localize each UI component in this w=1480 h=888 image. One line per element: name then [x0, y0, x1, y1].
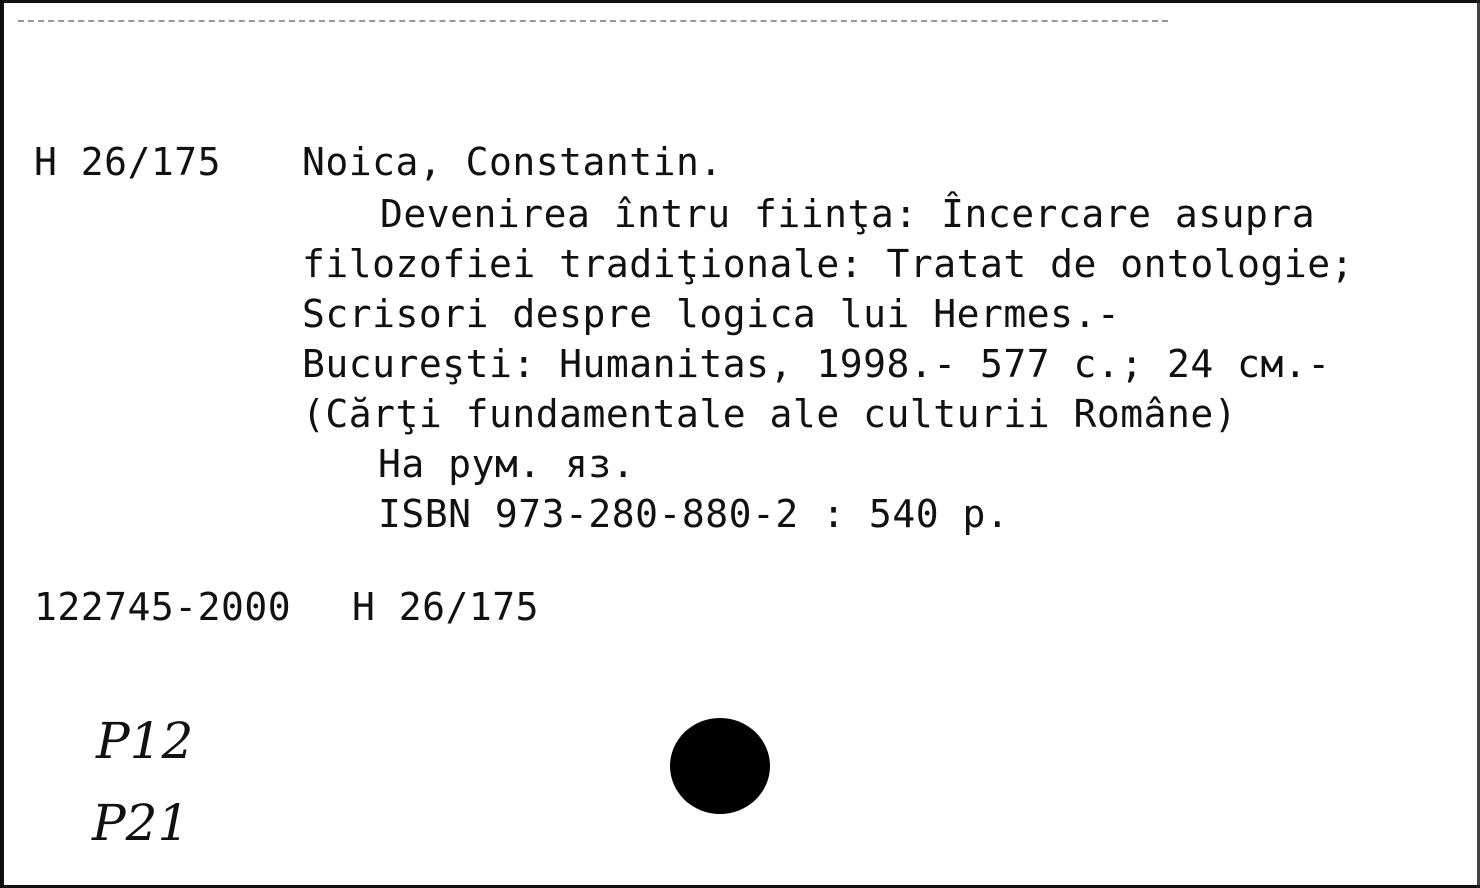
isbn-line: ISBN 973-280-880-2 : 540 р.	[378, 492, 1010, 536]
language-note: На рум. яз.	[378, 442, 636, 486]
handwritten-note-1: Р12	[96, 712, 194, 770]
title-line-1: Devenirea întru fiinţa: Încercare asupra	[380, 192, 1316, 236]
call-number: Н 26/175	[34, 140, 222, 184]
title-line-3: Scrisori despre logica lui Hermes.-	[302, 292, 1121, 336]
imprint-line: Bucureşti: Humanitas, 1998.- 577 с.; 24 см.-	[302, 342, 1331, 386]
author-heading: Noica, Constantin.	[302, 140, 723, 184]
handwritten-note-2: Р21	[92, 794, 190, 852]
shelf-number: Н 26/175	[352, 585, 540, 629]
top-dashed-line	[18, 20, 1168, 22]
punch-hole	[670, 718, 770, 814]
card-left-edge	[0, 0, 4, 888]
series-line: (Cărţi fundamentale ale culturii Române)	[302, 392, 1238, 436]
title-line-2: filozofiei tradiţionale: Tratat de ontologie;	[302, 242, 1355, 286]
card-top-edge	[0, 0, 1480, 3]
accession-number: 122745-2000	[34, 585, 292, 629]
